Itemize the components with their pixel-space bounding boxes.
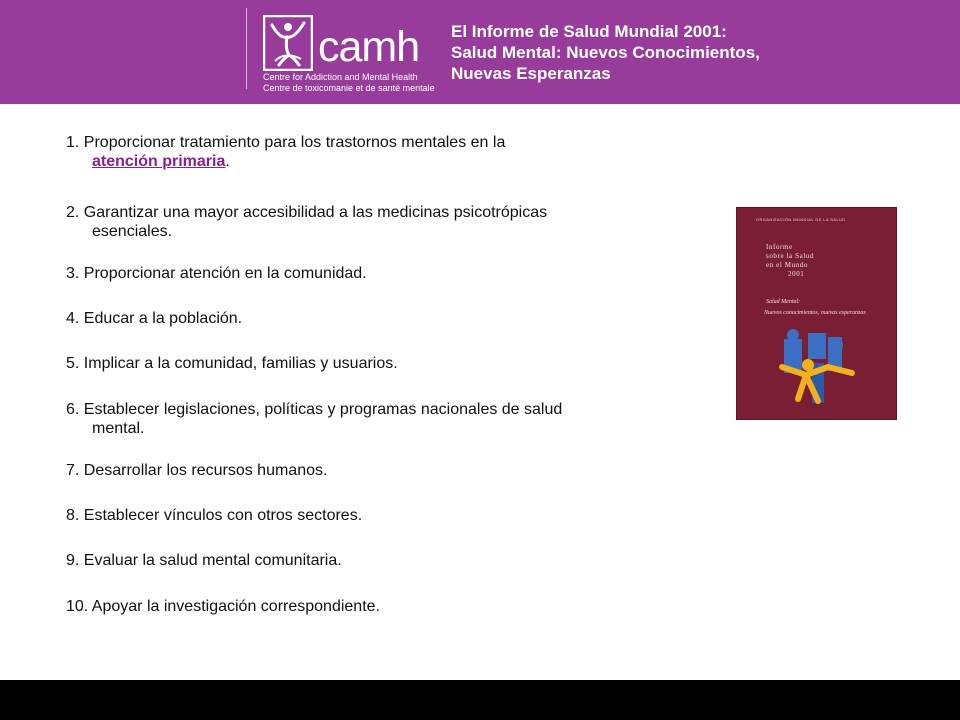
footer-bar (0, 680, 960, 720)
cover-figures-illustration (778, 327, 860, 412)
list-item-1-line2 (66, 152, 686, 171)
list-item-7: 7. Desarrollar los recursos humanos. (66, 462, 328, 479)
camh-logo (263, 13, 438, 93)
list-item-10: 10. Apoyar la investigación correspondiente. (66, 598, 380, 615)
list-item-4: 4. Educar a la población. (66, 310, 243, 327)
list-item-6 (66, 400, 686, 438)
cover-publisher-text: ORGANIZACIÓN MUNDIAL DE LA SALUD (756, 217, 846, 222)
title-line-2: Salud Mental: Nuevos Conocimientos, (451, 43, 760, 62)
header-banner (0, 0, 960, 104)
cover-title-line-2: sobre la Salud (766, 252, 815, 260)
cover-title-line-1: Informe (766, 243, 793, 251)
list-item-9: 9. Evaluar la salud mental comunitaria. (66, 552, 342, 569)
list-item-2-line2: esenciales. (92, 223, 173, 240)
header-divider (246, 8, 247, 89)
list-item-6-line2: mental. (92, 420, 145, 437)
cover-subtitle-2: Nuevos conocimientos, nuevas esperanzas (764, 310, 866, 316)
cover-title (766, 243, 876, 279)
list-item-6-line1: 6. Establecer legislaciones, políticas y programas nacionales de salud (66, 401, 563, 418)
camh-figure-icon (263, 15, 313, 71)
list-item-2-line1: 2. Garantizar una mayor accesibilidad a las medicinas psicotrópicas (66, 204, 548, 221)
report-cover-image (736, 207, 897, 420)
logo-english-name: Centre for Addiction and Mental Health (263, 72, 418, 82)
title-line-1: El Informe de Salud Mundial 2001: (451, 22, 727, 41)
list-item-1-suffix: . (225, 153, 230, 170)
list-item-1 (66, 133, 686, 171)
atencion-primaria-link[interactable]: atención primaria (92, 153, 226, 170)
list-item-5: 5. Implicar a la comunidad, familias y usuarios. (66, 355, 398, 372)
list-item-1-text: 1. Proporcionar tratamiento para los trastornos mentales en la (66, 134, 506, 151)
cover-title-line-4: 2001 (788, 270, 805, 278)
logo-french-name: Centre de toxicomanie et de santé mentale (263, 83, 435, 93)
cover-title-line-3: en el Mundo (766, 261, 808, 269)
list-item-2 (66, 203, 686, 241)
list-item-8: 8. Establecer vínculos con otros sectores. (66, 507, 363, 524)
cover-subtitle-1: Salud Mental: (766, 299, 801, 305)
slide-title (451, 21, 911, 84)
title-line-3: Nuevas Esperanzas (451, 64, 611, 83)
list-item-3: 3. Proporcionar atención en la comunidad. (66, 265, 367, 282)
camh-wordmark: camh (318, 23, 420, 71)
